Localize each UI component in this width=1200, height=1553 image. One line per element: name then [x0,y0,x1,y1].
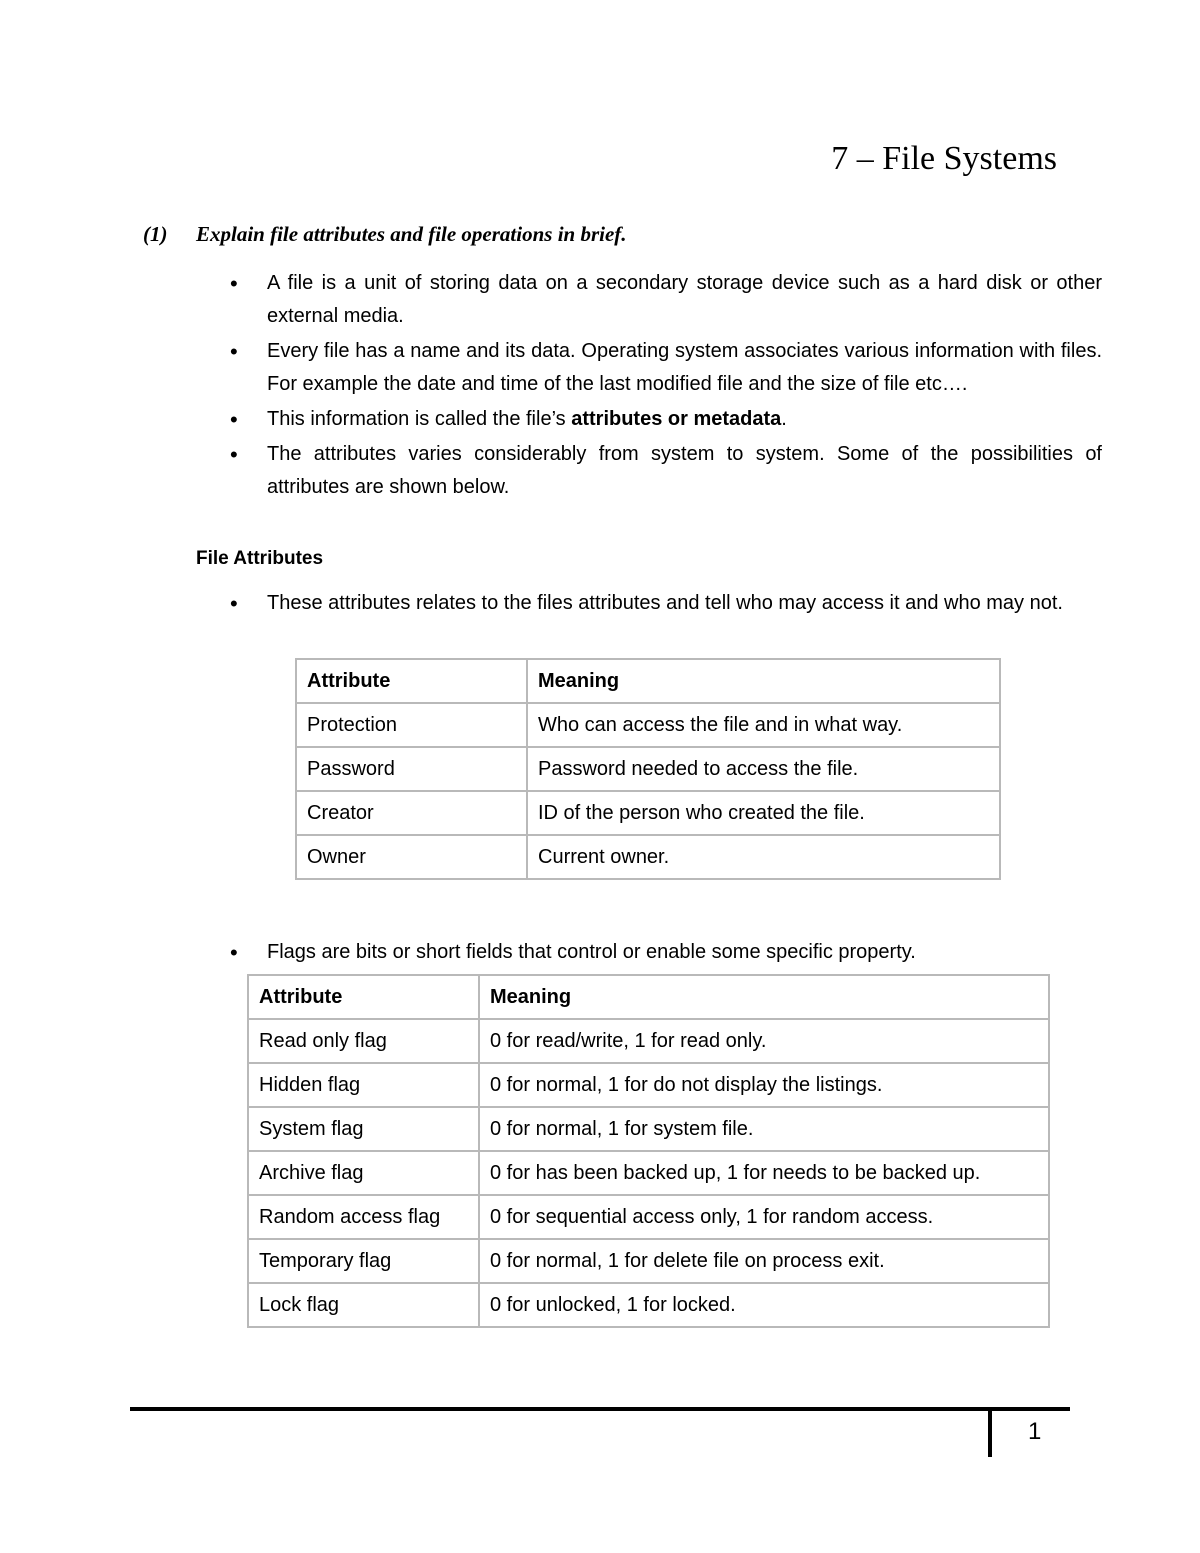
flags-bullet-list [230,936,1102,971]
column-header: Meaning [527,659,1000,703]
table-cell: ID of the person who created the file. [527,791,1000,835]
section-heading-file-attributes: File Attributes [196,548,324,569]
page-number: 1 [1028,1418,1042,1445]
table-row [248,1195,1049,1239]
table-cell: 0 for read/write, 1 for read only. [479,1019,1049,1063]
question-heading [143,222,627,247]
footer-rule [130,1407,1070,1411]
file-attributes-bullet-list [230,587,1102,622]
table-cell: Who can access the file and in what way. [527,703,1000,747]
table-row [296,703,1000,747]
table-header-row [296,659,1000,703]
table-cell: 0 for normal, 1 for system file. [479,1107,1049,1151]
question-text: Explain file attributes and file operations in brief. [196,222,627,246]
table-cell: Archive flag [248,1151,479,1195]
table-cell: 0 for unlocked, 1 for locked. [479,1283,1049,1327]
list-item: • A file is a unit of storing data on a secondary storage device such as a hard disk or other external media. [230,267,1102,333]
question-number: (1) [143,222,168,246]
table-cell: Random access flag [248,1195,479,1239]
list-item: • The attributes varies considerably from system to system. Some of the possibilities of attributes are shown below. [230,438,1102,504]
table-cell: Hidden flag [248,1063,479,1107]
list-item: • These attributes relates to the files attributes and tell who may access it and who may not. [230,587,1102,620]
table-row [248,1063,1049,1107]
table-row [248,1151,1049,1195]
list-item: • Every file has a name and its data. Operating system associates various information with files. For example the date and time of the last modified file and the size of file etc…. [230,335,1102,401]
table-row [248,1019,1049,1063]
table-cell: System flag [248,1107,479,1151]
table-row [248,1107,1049,1151]
table-cell: Owner [296,835,527,879]
table-cell: Lock flag [248,1283,479,1327]
table-cell: Password needed to access the file. [527,747,1000,791]
table-row [248,1239,1049,1283]
footer-divider [988,1407,992,1457]
list-item-text: This information is called the file’s [267,408,572,430]
table-cell: Protection [296,703,527,747]
table-cell: 0 for normal, 1 for delete file on process exit. [479,1239,1049,1283]
column-header: Attribute [248,975,479,1019]
list-item: • Flags are bits or short fields that control or enable some specific property. [230,936,1102,969]
column-header: Meaning [479,975,1049,1019]
table-row [248,1283,1049,1327]
table-row [296,791,1000,835]
intro-bullet-list [230,267,1102,506]
table-cell: Read only flag [248,1019,479,1063]
column-header: Attribute [296,659,527,703]
chapter-title: 7 – File Systems [831,140,1057,177]
table-cell: 0 for sequential access only, 1 for random access. [479,1195,1049,1239]
list-item-text: . [781,408,787,430]
table-cell: Temporary flag [248,1239,479,1283]
table-cell: Password [296,747,527,791]
list-item [230,403,1102,436]
table-header-row [248,975,1049,1019]
table-cell: Creator [296,791,527,835]
table-cell: 0 for has been backed up, 1 for needs to be backed up. [479,1151,1049,1195]
flags-table [247,974,1050,1328]
table-cell: 0 for normal, 1 for do not display the listings. [479,1063,1049,1107]
table-cell: Current owner. [527,835,1000,879]
table-row [296,747,1000,791]
file-attributes-table [295,658,1001,880]
table-row [296,835,1000,879]
list-item-bold-term: attributes or metadata [571,408,782,430]
